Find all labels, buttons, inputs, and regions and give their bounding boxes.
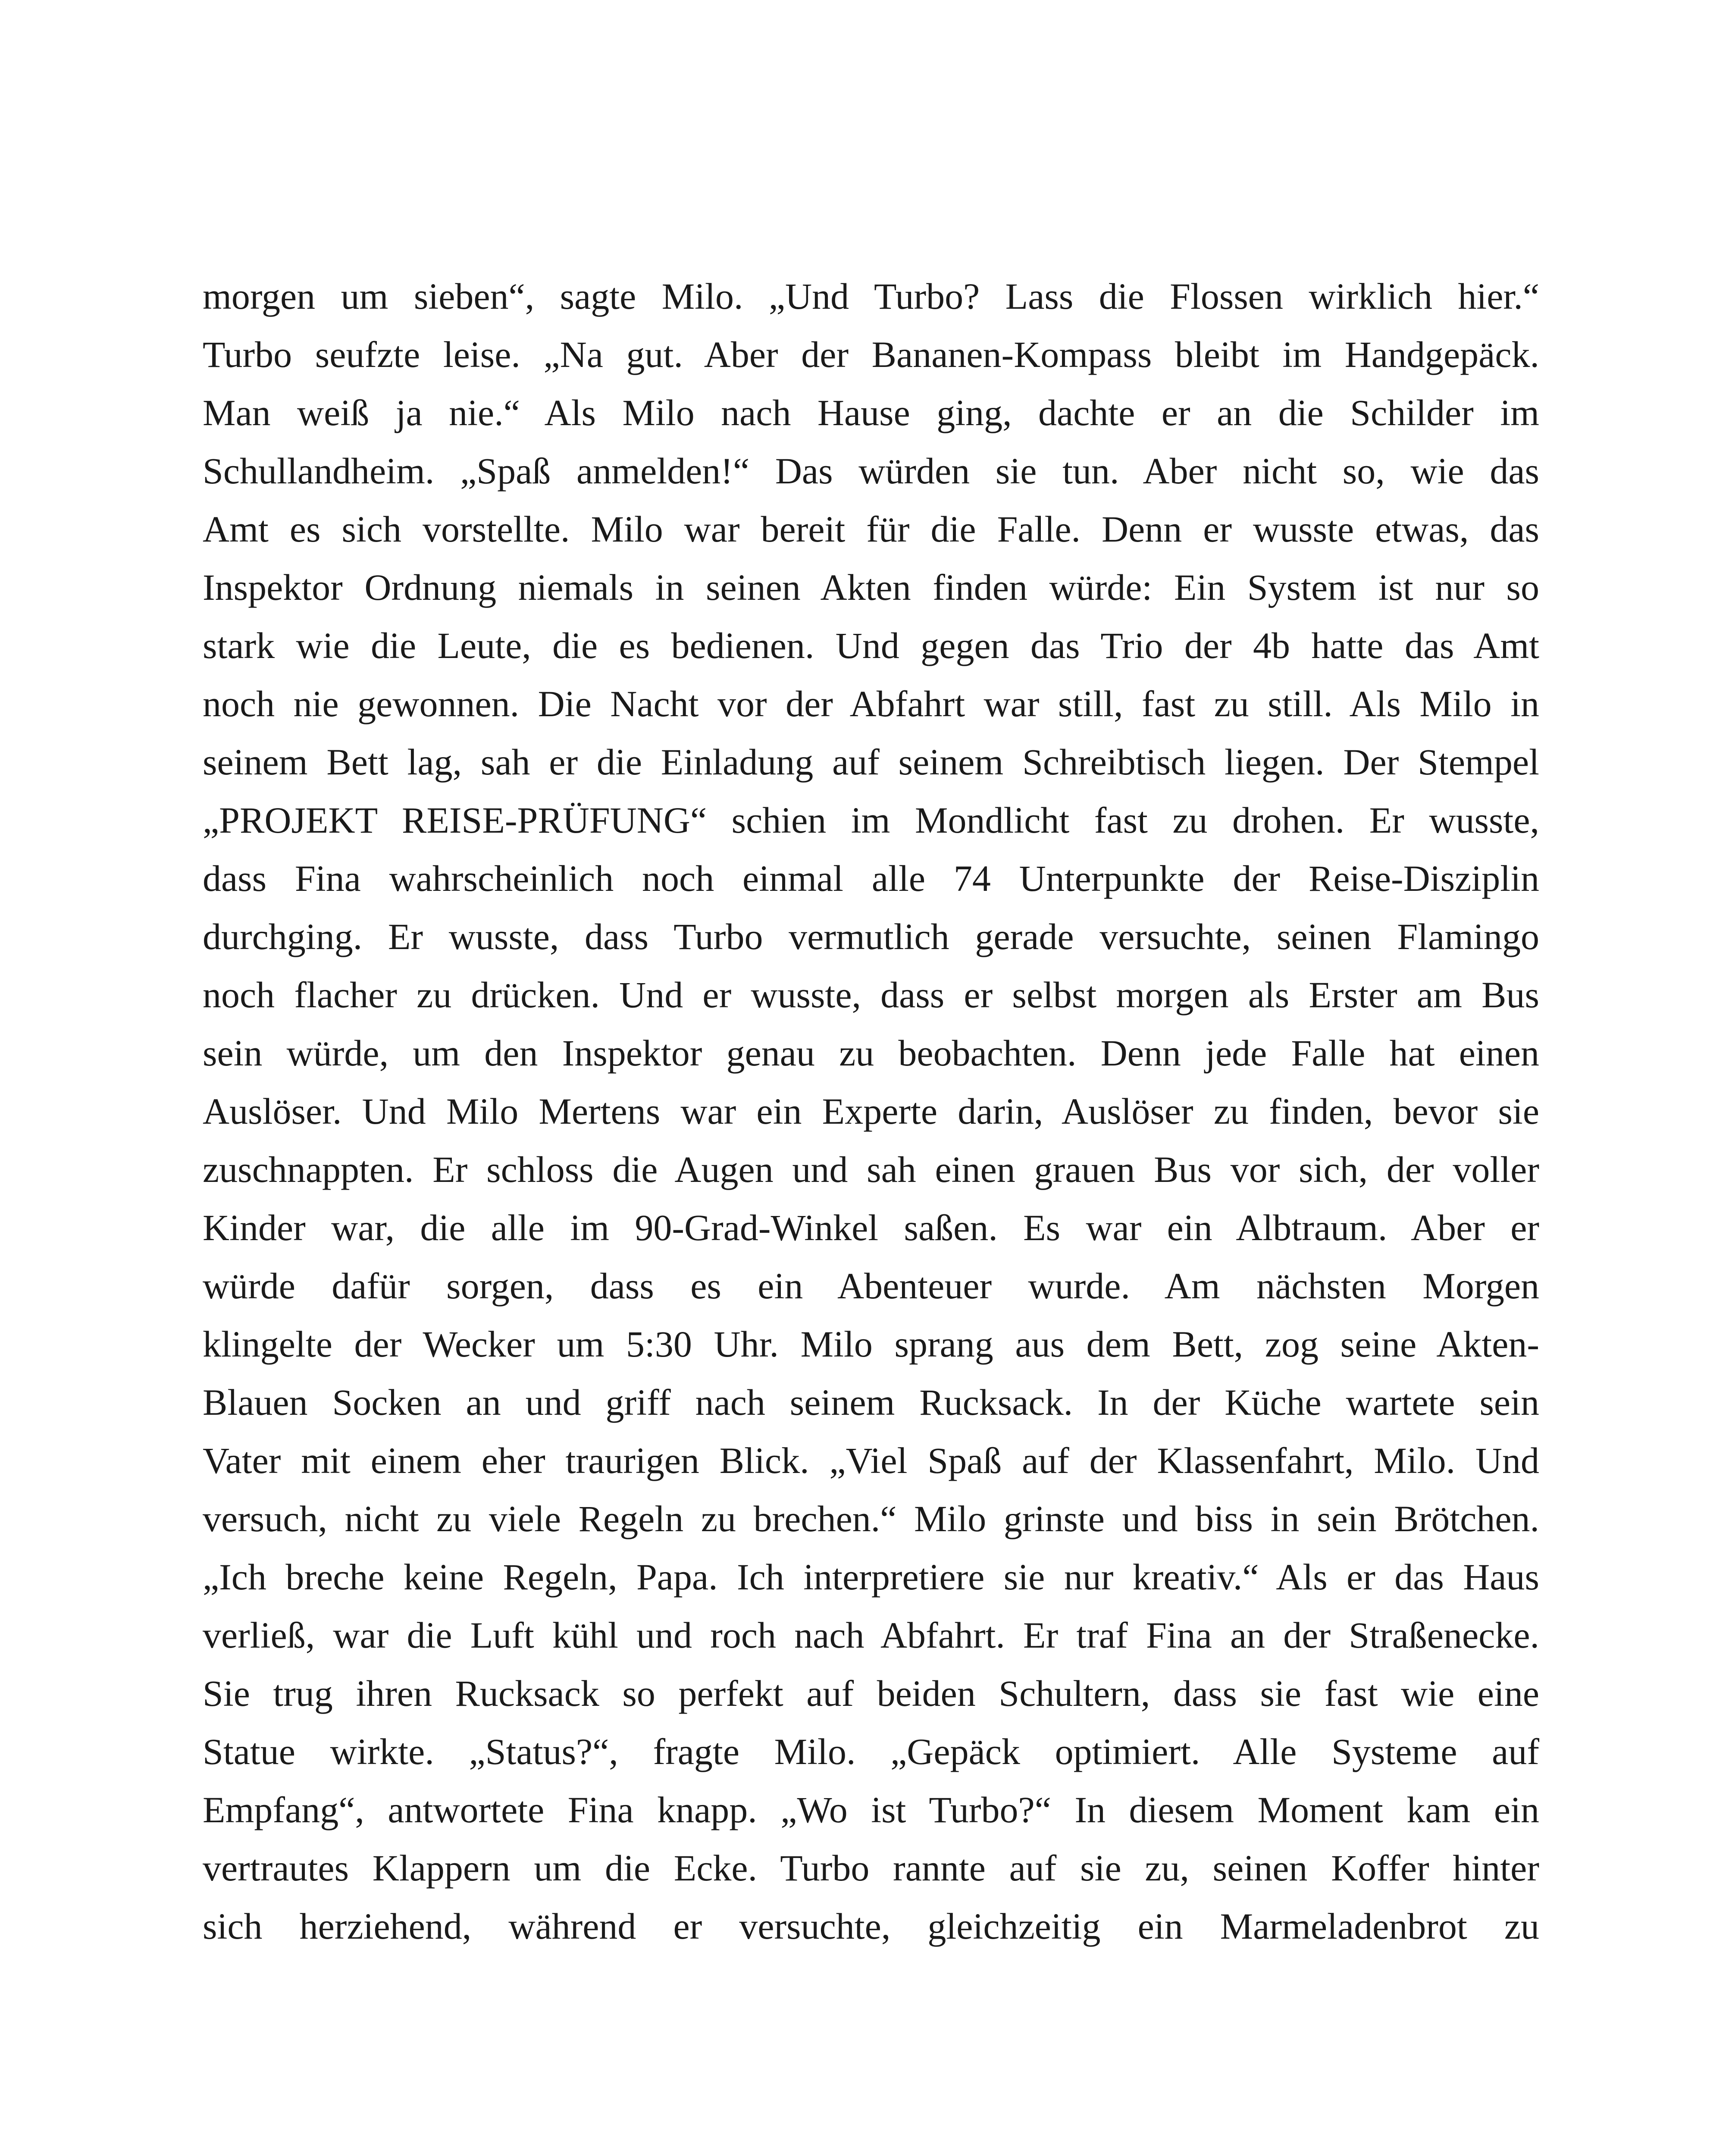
text-line: Amt es sich vorstellte. Milo war bereit für die Falle. Denn er wusste etwas, das xyxy=(203,508,1539,550)
text-line: Empfang“, antwortete Fina knapp. „Wo ist Turbo?“ In diesem Moment kam ein xyxy=(203,1789,1539,1830)
text-line: stark wie die Leute, die es bedienen. Und gegen das Trio der 4b hatte das Amt xyxy=(203,625,1539,666)
body-text xyxy=(203,267,1539,1955)
text-line: Schullandheim. „Spaß anmelden!“ Das würden sie tun. Aber nicht so, wie das xyxy=(203,450,1539,492)
text-line: sich herziehend, während er versuchte, gleichzeitig ein Marmeladenbrot zu xyxy=(203,1905,1539,1947)
text-line: klingelte der Wecker um 5:30 Uhr. Milo sprang aus dem Bett, zog seine Akten- xyxy=(203,1323,1539,1365)
text-line: noch flacher zu drücken. Und er wusste, dass er selbst morgen als Erster am Bus xyxy=(203,974,1539,1015)
text-line: Vater mit einem eher traurigen Blick. „Viel Spaß auf der Klassenfahrt, Milo. Und xyxy=(203,1440,1539,1481)
text-line: Blauen Socken an und griff nach seinem Rucksack. In der Küche wartete sein xyxy=(203,1382,1539,1423)
text-line: seinem Bett lag, sah er die Einladung auf seinem Schreibtisch liegen. Der Stempel xyxy=(203,741,1539,783)
text-line: „PROJEKT REISE-PRÜFUNG“ schien im Mondlicht fast zu drohen. Er wusste, xyxy=(203,799,1539,841)
text-line: würde dafür sorgen, dass es ein Abenteuer wurde. Am nächsten Morgen xyxy=(203,1265,1539,1307)
text-line: Statue wirkte. „Status?“, fragte Milo. „Gepäck optimiert. Alle Systeme auf xyxy=(203,1731,1539,1772)
text-line: zuschnappten. Er schloss die Augen und sah einen grauen Bus vor sich, der voller xyxy=(203,1149,1539,1190)
text-line: Auslöser. Und Milo Mertens war ein Experte darin, Auslöser zu finden, bevor sie xyxy=(203,1091,1539,1132)
text-line: Kinder war, die alle im 90-Grad-Winkel saßen. Es war ein Albtraum. Aber er xyxy=(203,1207,1539,1248)
text-line: Inspektor Ordnung niemals in seinen Akten finden würde: Ein System ist nur so xyxy=(203,567,1539,608)
text-line: vertrautes Klappern um die Ecke. Turbo rannte auf sie zu, seinen Koffer hinter xyxy=(203,1847,1539,1889)
text-line: versuch, nicht zu viele Regeln zu brechen.“ Milo grinste und biss in sein Brötchen. xyxy=(203,1498,1539,1539)
text-line: Man weiß ja nie.“ Als Milo nach Hause ging, dachte er an die Schilder im xyxy=(203,392,1539,433)
text-line: Sie trug ihren Rucksack so perfekt auf beiden Schultern, dass sie fast wie eine xyxy=(203,1673,1539,1714)
text-line: verließ, war die Luft kühl und roch nach Abfahrt. Er traf Fina an der Straßenecke. xyxy=(203,1614,1539,1656)
text-line: „Ich breche keine Regeln, Papa. Ich interpretiere sie nur kreativ.“ Als er das Haus xyxy=(203,1556,1539,1598)
text-line: durchging. Er wusste, dass Turbo vermutlich gerade versuchte, seinen Flamingo xyxy=(203,916,1539,957)
text-line: noch nie gewonnen. Die Nacht vor der Abfahrt war still, fast zu still. Als Milo in xyxy=(203,683,1539,724)
text-line: dass Fina wahrscheinlich noch einmal alle 74 Unterpunkte der Reise-Disziplin xyxy=(203,858,1539,899)
text-line: sein würde, um den Inspektor genau zu beobachten. Denn jede Falle hat einen xyxy=(203,1032,1539,1074)
text-line: morgen um sieben“, sagte Milo. „Und Turbo? Lass die Flossen wirklich hier.“ xyxy=(203,276,1539,317)
text-line: Turbo seufzte leise. „Na gut. Aber der Bananen-Kompass bleibt im Handgepäck. xyxy=(203,334,1539,375)
